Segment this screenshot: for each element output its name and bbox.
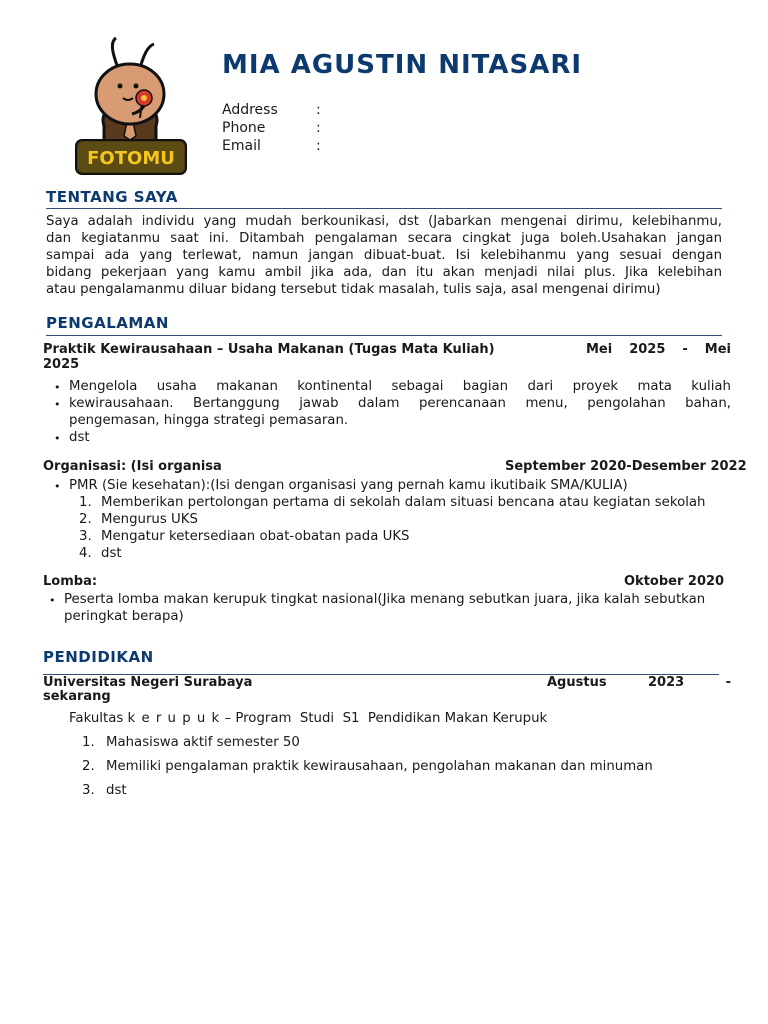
edu-item-2-text: Memiliki pengalaman praktik kewirausahaan, pengolahan makanan dan minuman [106, 759, 653, 774]
exp2-bullets [69, 477, 749, 494]
education-title: PENDIDIKAN [43, 648, 154, 666]
edu-date-part3: - [725, 675, 731, 690]
exp1-bullet-2-cont: pengemasan, hingga strategi pemasaran. [69, 413, 349, 428]
exp2-item-1-num: 1. [79, 495, 92, 510]
exp3-date: Oktober 2020 [624, 574, 725, 589]
edu-faculty-prefix: Fakultas [69, 711, 124, 726]
exp1-date-part2: 2025 [629, 342, 666, 357]
about-line-5: atau pengalamanmu diluar bidang tersebut tidak masalah, tulis saja, asal mengenai dirimu) [46, 282, 661, 297]
exp1-bullet-2: • kewirausahaan. Bertanggung jawab dalam perencanaan menu, pengolahan bahan, [69, 395, 731, 412]
exp1-bullets [69, 378, 731, 446]
exp3-bullet-1: • Peserta lomba makan kerupuk tingkat nasional(Jika menang sebutkan juara, jika kalah sebutkan [64, 591, 734, 608]
exp2-item-1-text: Memberikan pertolongan pertama di sekolah dalam situasi bencana atau kegiatan sekolah [101, 495, 706, 510]
exp2-numbered-list [79, 494, 761, 562]
edu-faculty [69, 710, 547, 727]
about-line-2: dan kegiatanmu saat ini. Ditambah pengalaman secara cingkat juga boleh.Usahakan jangan [46, 231, 722, 246]
edu-date-part1: Agustus [547, 675, 607, 690]
edu-item-1-num: 1. [82, 735, 95, 750]
photo-label: FOTOMU [87, 148, 175, 169]
exp1-bullet-1: • Mengelola usaha makanan kontinental sebagai bagian dari proyek mata kuliah [69, 378, 731, 395]
contact-email-label: Email [222, 138, 261, 154]
exp2-item-4-text: dst [101, 546, 122, 561]
exp2-item-3-text: Mengatur ketersediaan obat-obatan pada UKS [101, 529, 410, 544]
exp2-item-2-text: Mengurus UKS [101, 512, 198, 527]
exp2-item-2-num: 2. [79, 512, 92, 527]
experience-title: PENGALAMAN [46, 314, 169, 332]
profile-photo [60, 30, 200, 178]
exp2-heading: Organisasi: (Isi organisa [43, 459, 222, 474]
exp1-date [586, 342, 731, 357]
exp3-bullet-1-cont: peringkat berapa) [64, 609, 184, 624]
edu-item-3-text: dst [106, 783, 127, 798]
exp2-item-4 [79, 545, 761, 562]
exp1-date-part4: Mei [704, 342, 731, 357]
edu-item-3-num: 3. [82, 783, 95, 798]
edu-item-1 [82, 734, 746, 751]
exp2-bullet-1: • PMR (Sie kesehatan):(Isi dengan organisasi yang pernah kamu ikutibaik SMA/KULIA) [69, 477, 749, 494]
candidate-name: MIA AGUSTIN NITASARI [222, 50, 583, 80]
edu-faculty-suffix: – Program Studi S1 Pendidikan Makan Kerupuk [224, 711, 548, 726]
exp2-item-2 [79, 511, 761, 528]
contact-address [222, 102, 321, 118]
edu-numbered-list [82, 734, 746, 799]
contact-phone-sep: : [316, 120, 321, 136]
exp2-item-3 [79, 528, 761, 545]
contact-phone-label: Phone [222, 120, 266, 136]
exp1-date-wrap: 2025 [43, 357, 80, 372]
edu-date-part2: 2023 [647, 675, 685, 690]
contact-email-sep: : [316, 138, 321, 154]
edu-item-2 [82, 758, 746, 775]
exp2-item-4-num: 4. [79, 546, 92, 561]
about-line-3: sampai ada yang terlewat, namun jangan dibuat-buat. Isi kelebihanmu yang sesuai dengan [46, 248, 722, 263]
edu-item-3 [82, 782, 746, 799]
mascot-illustration [60, 30, 200, 178]
exp3-heading: Lomba: [43, 574, 98, 589]
exp2-date: September 2020-Desember 2022 [505, 459, 747, 474]
edu-school: Universitas Negeri Surabaya [43, 675, 253, 690]
edu-date-wrap: sekarang [43, 689, 111, 704]
exp2-item-1 [79, 494, 761, 511]
about-divider [46, 208, 722, 209]
contact-address-sep: : [316, 102, 321, 118]
contact-address-label: Address [222, 102, 278, 118]
contact-email [222, 138, 321, 154]
exp3-bullets [64, 591, 734, 625]
exp1-date-part1: Mei [586, 342, 613, 357]
exp1-heading: Praktik Kewirausahaan – Usaha Makanan (Tugas Mata Kuliah) [43, 342, 495, 357]
contact-phone [222, 120, 321, 136]
exp1-bullet-3: • dst [69, 429, 731, 446]
about-line-1: Saya adalah individu yang mudah berkounikasi, dst (Jabarkan mengenai dirimu, kelebihanmu, [46, 214, 722, 229]
experience-divider [46, 335, 722, 336]
exp1-date-part3: - [682, 342, 688, 357]
edu-date [547, 675, 731, 690]
edu-item-1-text: Mahasiswa aktif semester 50 [106, 735, 300, 750]
edu-item-2-num: 2. [82, 759, 95, 774]
about-text [46, 213, 722, 298]
about-title: TENTANG SAYA [46, 188, 178, 206]
edu-faculty-name: k e r u p u k [127, 711, 221, 726]
exp2-item-3-num: 3. [79, 529, 92, 544]
about-line-4: bidang pekerjaan yang kamu ambil jika ada, dan itu akan menjadi nilai plus. Jika kelebihan [46, 265, 722, 280]
